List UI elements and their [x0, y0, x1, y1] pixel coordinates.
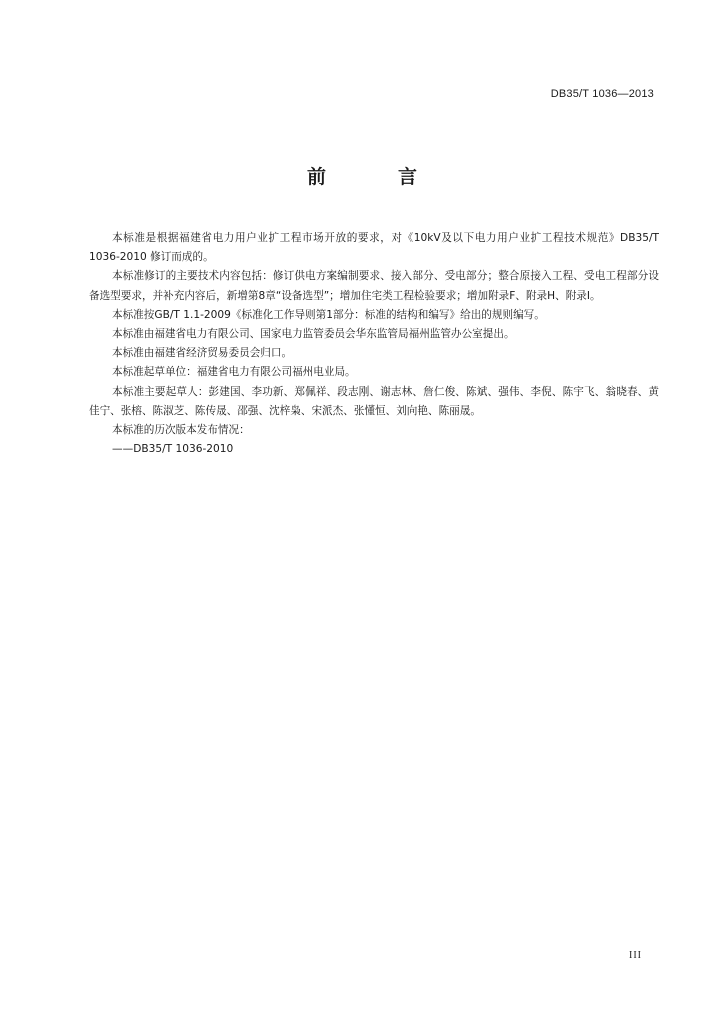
paragraph-proposer: 本标准由福建省电力有限公司、国家电力监管委员会华东监管局福州监管办公室提出。	[112, 328, 515, 341]
page-number: III	[629, 950, 642, 961]
foreword-body	[89, 229, 659, 459]
paragraph-version-history-label: 本标准的历次版本发布情况：	[112, 424, 250, 437]
paragraph-drafting-rules: 本标准按GB/T 1.1-2009《标准化工作导则第1部分：标准的结构和编写》给出的规则编写。	[112, 308, 545, 321]
paragraph-revision-content: 本标准修订的主要技术内容包括：修订供电方案编制要求、接入部分、受电部分；整合原接入工程、受电工程部分设备选型要求，并补充内容后，新增第8章“设备选型”；增加住宅类工程检验要求；增加附录F、附录H、附录I。	[89, 270, 659, 302]
paragraph-main-drafters: 本标准主要起草人：彭建国、李功新、郑佩祥、段志刚、谢志林、詹仁俊、陈斌、强伟、李倪、陈宇飞、翁晓春、黄佳宁、张榕、陈淑芝、陈传晟、邵强、沈梓枭、宋派杰、张懂恒、刘向艳、陈丽晟。	[89, 385, 659, 417]
paragraph-version-history-item: ——DB35/T 1036-2010	[112, 443, 234, 456]
paragraph-centralized-unit: 本标准由福建省经济贸易委员会归口。	[112, 347, 293, 360]
page-title	[0, 162, 724, 189]
document-code: DB35/T 1036—2013	[550, 88, 654, 100]
page-title-char-2: 言	[398, 166, 418, 188]
page-title-char-1: 前	[306, 166, 326, 188]
paragraph-drafting-organization: 本标准起草单位：福建省电力有限公司福州电业局。	[112, 366, 356, 379]
paragraph-purpose: 本标准是根据福建省电力用户业扩工程市场开放的要求，对《10kV及以下电力用户业扩工程技术规范》DB35/T 1036-2010 修订而成的。	[89, 232, 659, 264]
